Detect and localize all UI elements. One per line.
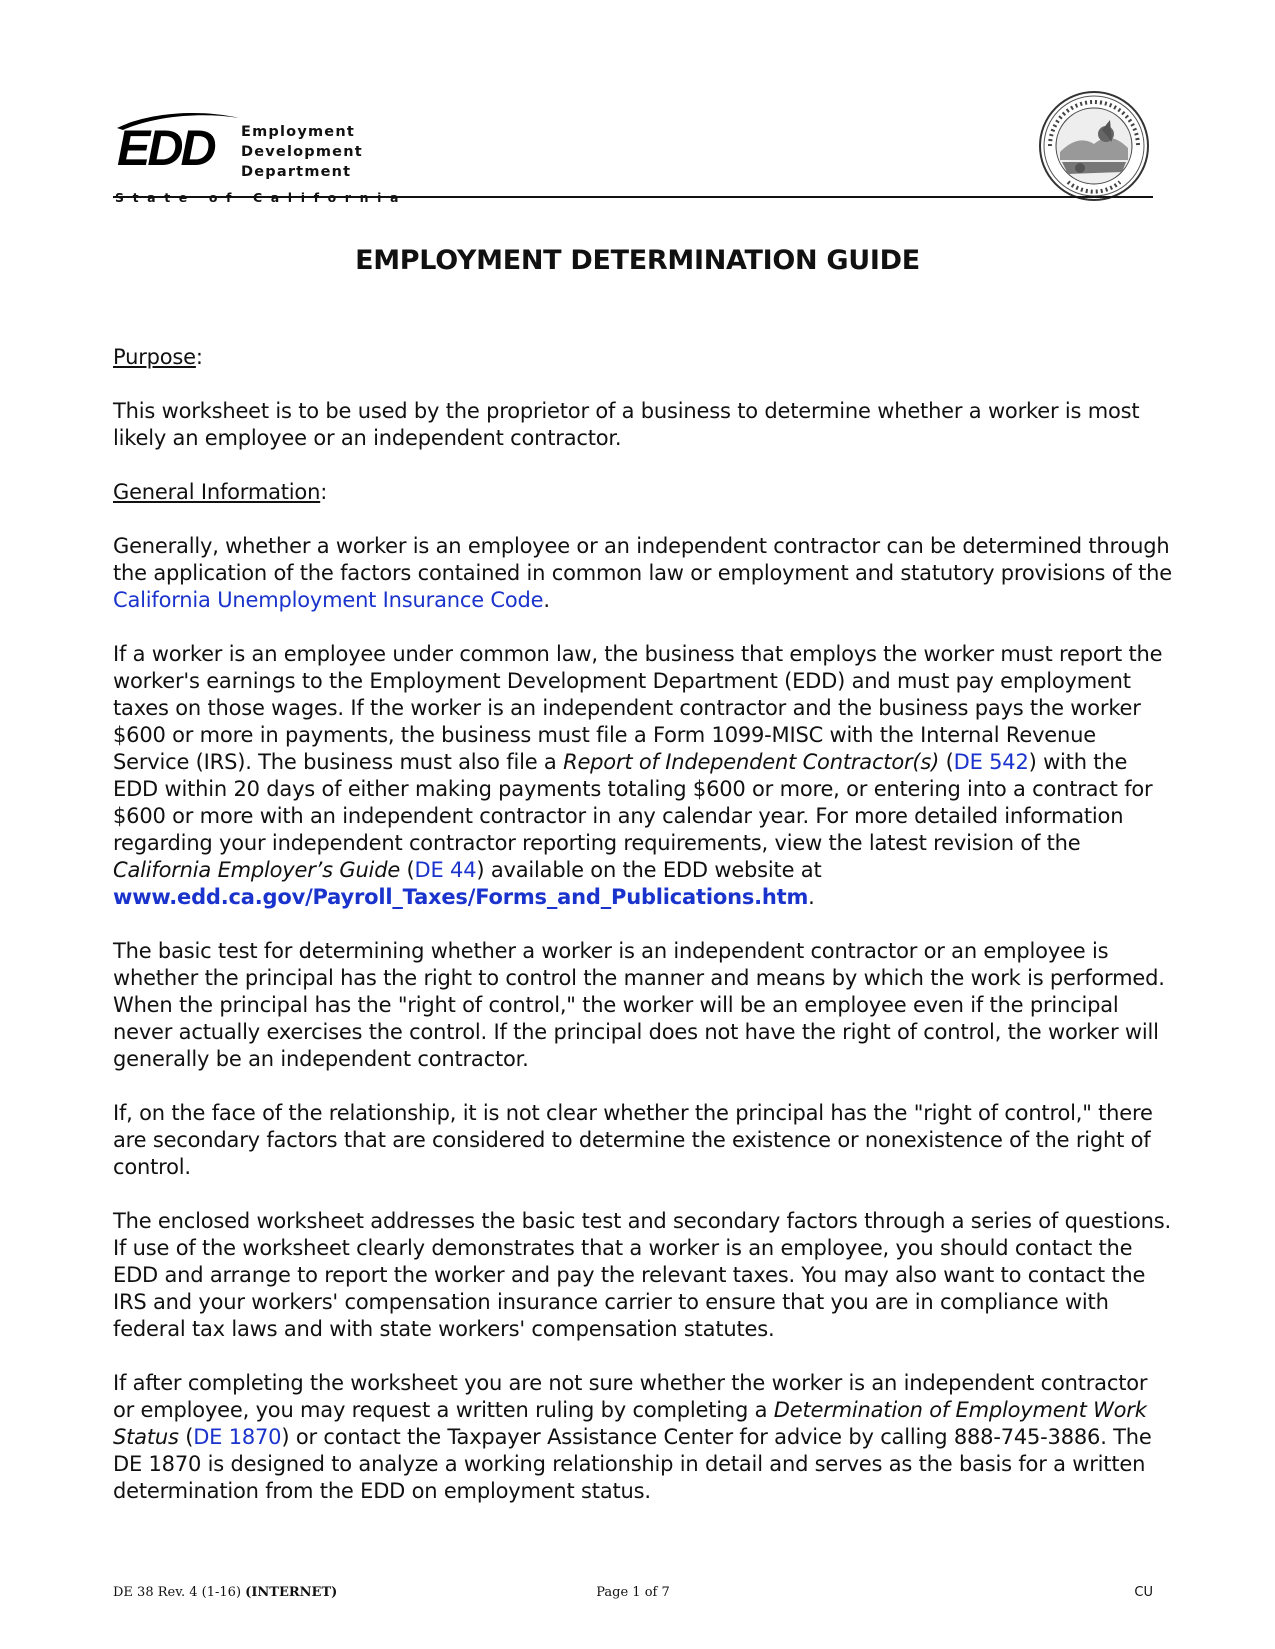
- form-tag: (INTERNET): [245, 1585, 338, 1600]
- general-heading: General Information:: [113, 480, 328, 504]
- text-run: Generally, whether a worker is an employee or an independent contractor can be determined through the application of the factors contained in common law or employment and statutory provisions of the: [113, 534, 1172, 585]
- text-run: ) or contact the Taxpayer Assistance Center for advice by calling 888-745-3886. The DE 1870 is designed to analyze a working relationship in detail and serves as the basis for a written determination from the EDD on employment status.: [113, 1425, 1152, 1503]
- de44-link[interactable]: DE 44: [414, 858, 477, 882]
- ui-code-link[interactable]: California Unemployment Insurance Code: [113, 588, 544, 612]
- logo-agency-name: [241, 122, 363, 182]
- guide-title: California Employer’s Guide: [113, 858, 401, 882]
- forms-url-link[interactable]: www.edd.ca.gov/Payroll_Taxes/Forms_and_Publications.htm: [113, 885, 809, 909]
- logo-mark: EDD: [117, 120, 214, 176]
- text-run: ) with the EDD within 20 days of either making payments totaling $600 or more, or entering into a contract for $600 or more with an independent contractor in any calendar year. For more detailed information regarding your independent contractor reporting requirements, view the latest revision of the: [113, 750, 1153, 855]
- california-seal-icon: [1038, 90, 1150, 202]
- text-run: .: [808, 885, 815, 909]
- header-rule: [113, 196, 1153, 198]
- page-number: Page 1 of 7: [596, 1585, 670, 1600]
- de542-link[interactable]: DE 542: [953, 750, 1029, 774]
- text-run: If a worker is an employee under common law, the business that employs the worker must report the worker's earnings to the Employment Development Department (EDD) and must pay employment taxes on those wages. If the worker is an independent contractor and the business pays the worker $600 or more in payments, the business must file a Form 1099-MISC with the Internal Revenue Service (IRS). The business must also file a: [113, 642, 1163, 774]
- logo-line: Department: [241, 164, 352, 180]
- text-run: If after completing the worksheet you are not sure whether the worker is an independent contractor or employee, you may request a written ruling by completing a: [113, 1371, 1148, 1422]
- report-title: Report of Independent Contractor(s): [563, 750, 940, 774]
- logo-line: Employment: [241, 124, 355, 140]
- purpose-heading-text: Purpose: [113, 345, 196, 369]
- text-run: (: [178, 1425, 194, 1449]
- edd-logo: [113, 110, 373, 200]
- general-paragraph-4: If, on the face of the relationship, it is not clear whether the principal has the "right of control," there are secondary factors that are considered to determine the existence or nonexistence of the right of control.: [113, 1101, 1153, 1179]
- general-paragraph-1: [113, 533, 1173, 614]
- text-run: ) available on the EDD website at: [476, 858, 822, 882]
- document-body: [113, 344, 1173, 1532]
- form-id: DE 38 Rev. 4 (1-16): [113, 1585, 242, 1600]
- text-run: (: [400, 858, 415, 882]
- text-run: .: [543, 588, 550, 612]
- general-paragraph-3: The basic test for determining whether a worker is an independent contractor or an employee is whether the principal has the right to control the manner and means by which the work is performed. When the principal has the "right of control," the worker will be an employee even if the principal never actually exercises the control. If the principal does not have the right of control, the worker will generally be an independent contractor.: [113, 939, 1165, 1071]
- general-heading-text: General Information: [113, 480, 321, 504]
- text-run: (: [939, 750, 954, 774]
- purpose-heading: Purpose:: [113, 345, 203, 369]
- general-paragraph-6: [113, 1370, 1173, 1505]
- logo-line: Development: [241, 144, 363, 160]
- page-title: EMPLOYMENT DETERMINATION GUIDE: [355, 245, 920, 276]
- general-paragraph-5: The enclosed worksheet addresses the basic test and secondary factors through a series of questions. If use of the worksheet clearly demonstrates that a worker is an employee, you should contact the EDD and arrange to report the worker and pay the relevant taxes. You may also want to contact the IRS and your workers' compensation insurance carrier to ensure that you are in compliance with federal tax laws and with state workers' compensation statutes.: [113, 1209, 1171, 1341]
- general-paragraph-2: [113, 641, 1173, 911]
- form-title: Determination of Employment Work Status: [113, 1398, 1147, 1449]
- de1870-link[interactable]: DE 1870: [193, 1425, 282, 1449]
- page-footer: [113, 1585, 1153, 1605]
- footer-code: CU: [1134, 1585, 1153, 1600]
- document-header: [113, 100, 1153, 196]
- purpose-paragraph: This worksheet is to be used by the proprietor of a business to determine whether a worker is most likely an employee or an independent contractor.: [113, 399, 1140, 450]
